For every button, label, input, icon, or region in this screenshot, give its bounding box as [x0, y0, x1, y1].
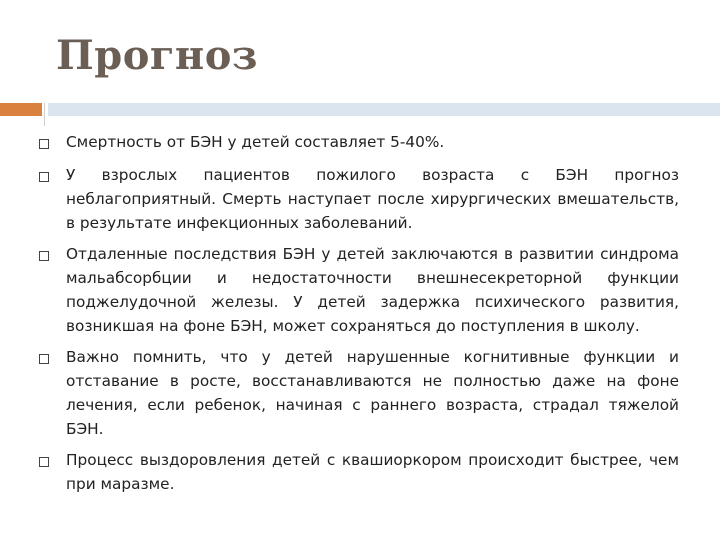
title-rule-divider	[44, 103, 45, 126]
bullet-text: Важно помнить, что у детей нарушенные когнитивные функции и отставание в росте, восстанавливаются не полностью даже на фоне лечения, если ребенок, начиная с раннего возраста, страдал тяжелой БЭН.	[66, 348, 679, 438]
square-bullet-icon	[39, 139, 49, 149]
square-bullet-icon	[39, 251, 49, 261]
list-item	[39, 242, 679, 338]
title-rule	[48, 103, 720, 116]
list-item	[39, 130, 679, 154]
square-bullet-icon	[39, 172, 49, 182]
bullet-text: У взрослых пациентов пожилого возраста с БЭН прогноз неблагоприятный. Смерть наступает после хирургических вмешательств, в результате инфекционных заболеваний.	[66, 166, 679, 232]
list-item	[39, 163, 679, 235]
square-bullet-icon	[39, 457, 49, 467]
bullet-text: Смертность от БЭН у детей составляет 5-40%.	[66, 133, 445, 151]
list-item	[39, 345, 679, 441]
square-bullet-icon	[39, 354, 49, 364]
slide-title: Прогноз	[56, 32, 258, 79]
title-rule-accent	[0, 103, 42, 116]
bullet-text: Отдаленные последствия БЭН у детей заключаются в развитии синдрома мальабсорбции и недостаточности внешнесекреторной функции поджелудочной железы. У детей задержка психического развития, возникшая на фоне БЭН, может сохраняться до поступления в школу.	[66, 245, 679, 335]
bullet-list	[39, 130, 679, 503]
title-rule-gap	[42, 103, 48, 126]
list-item	[39, 448, 679, 496]
bullet-text: Процесс выздоровления детей с квашиоркором происходит быстрее, чем при маразме.	[66, 451, 679, 493]
